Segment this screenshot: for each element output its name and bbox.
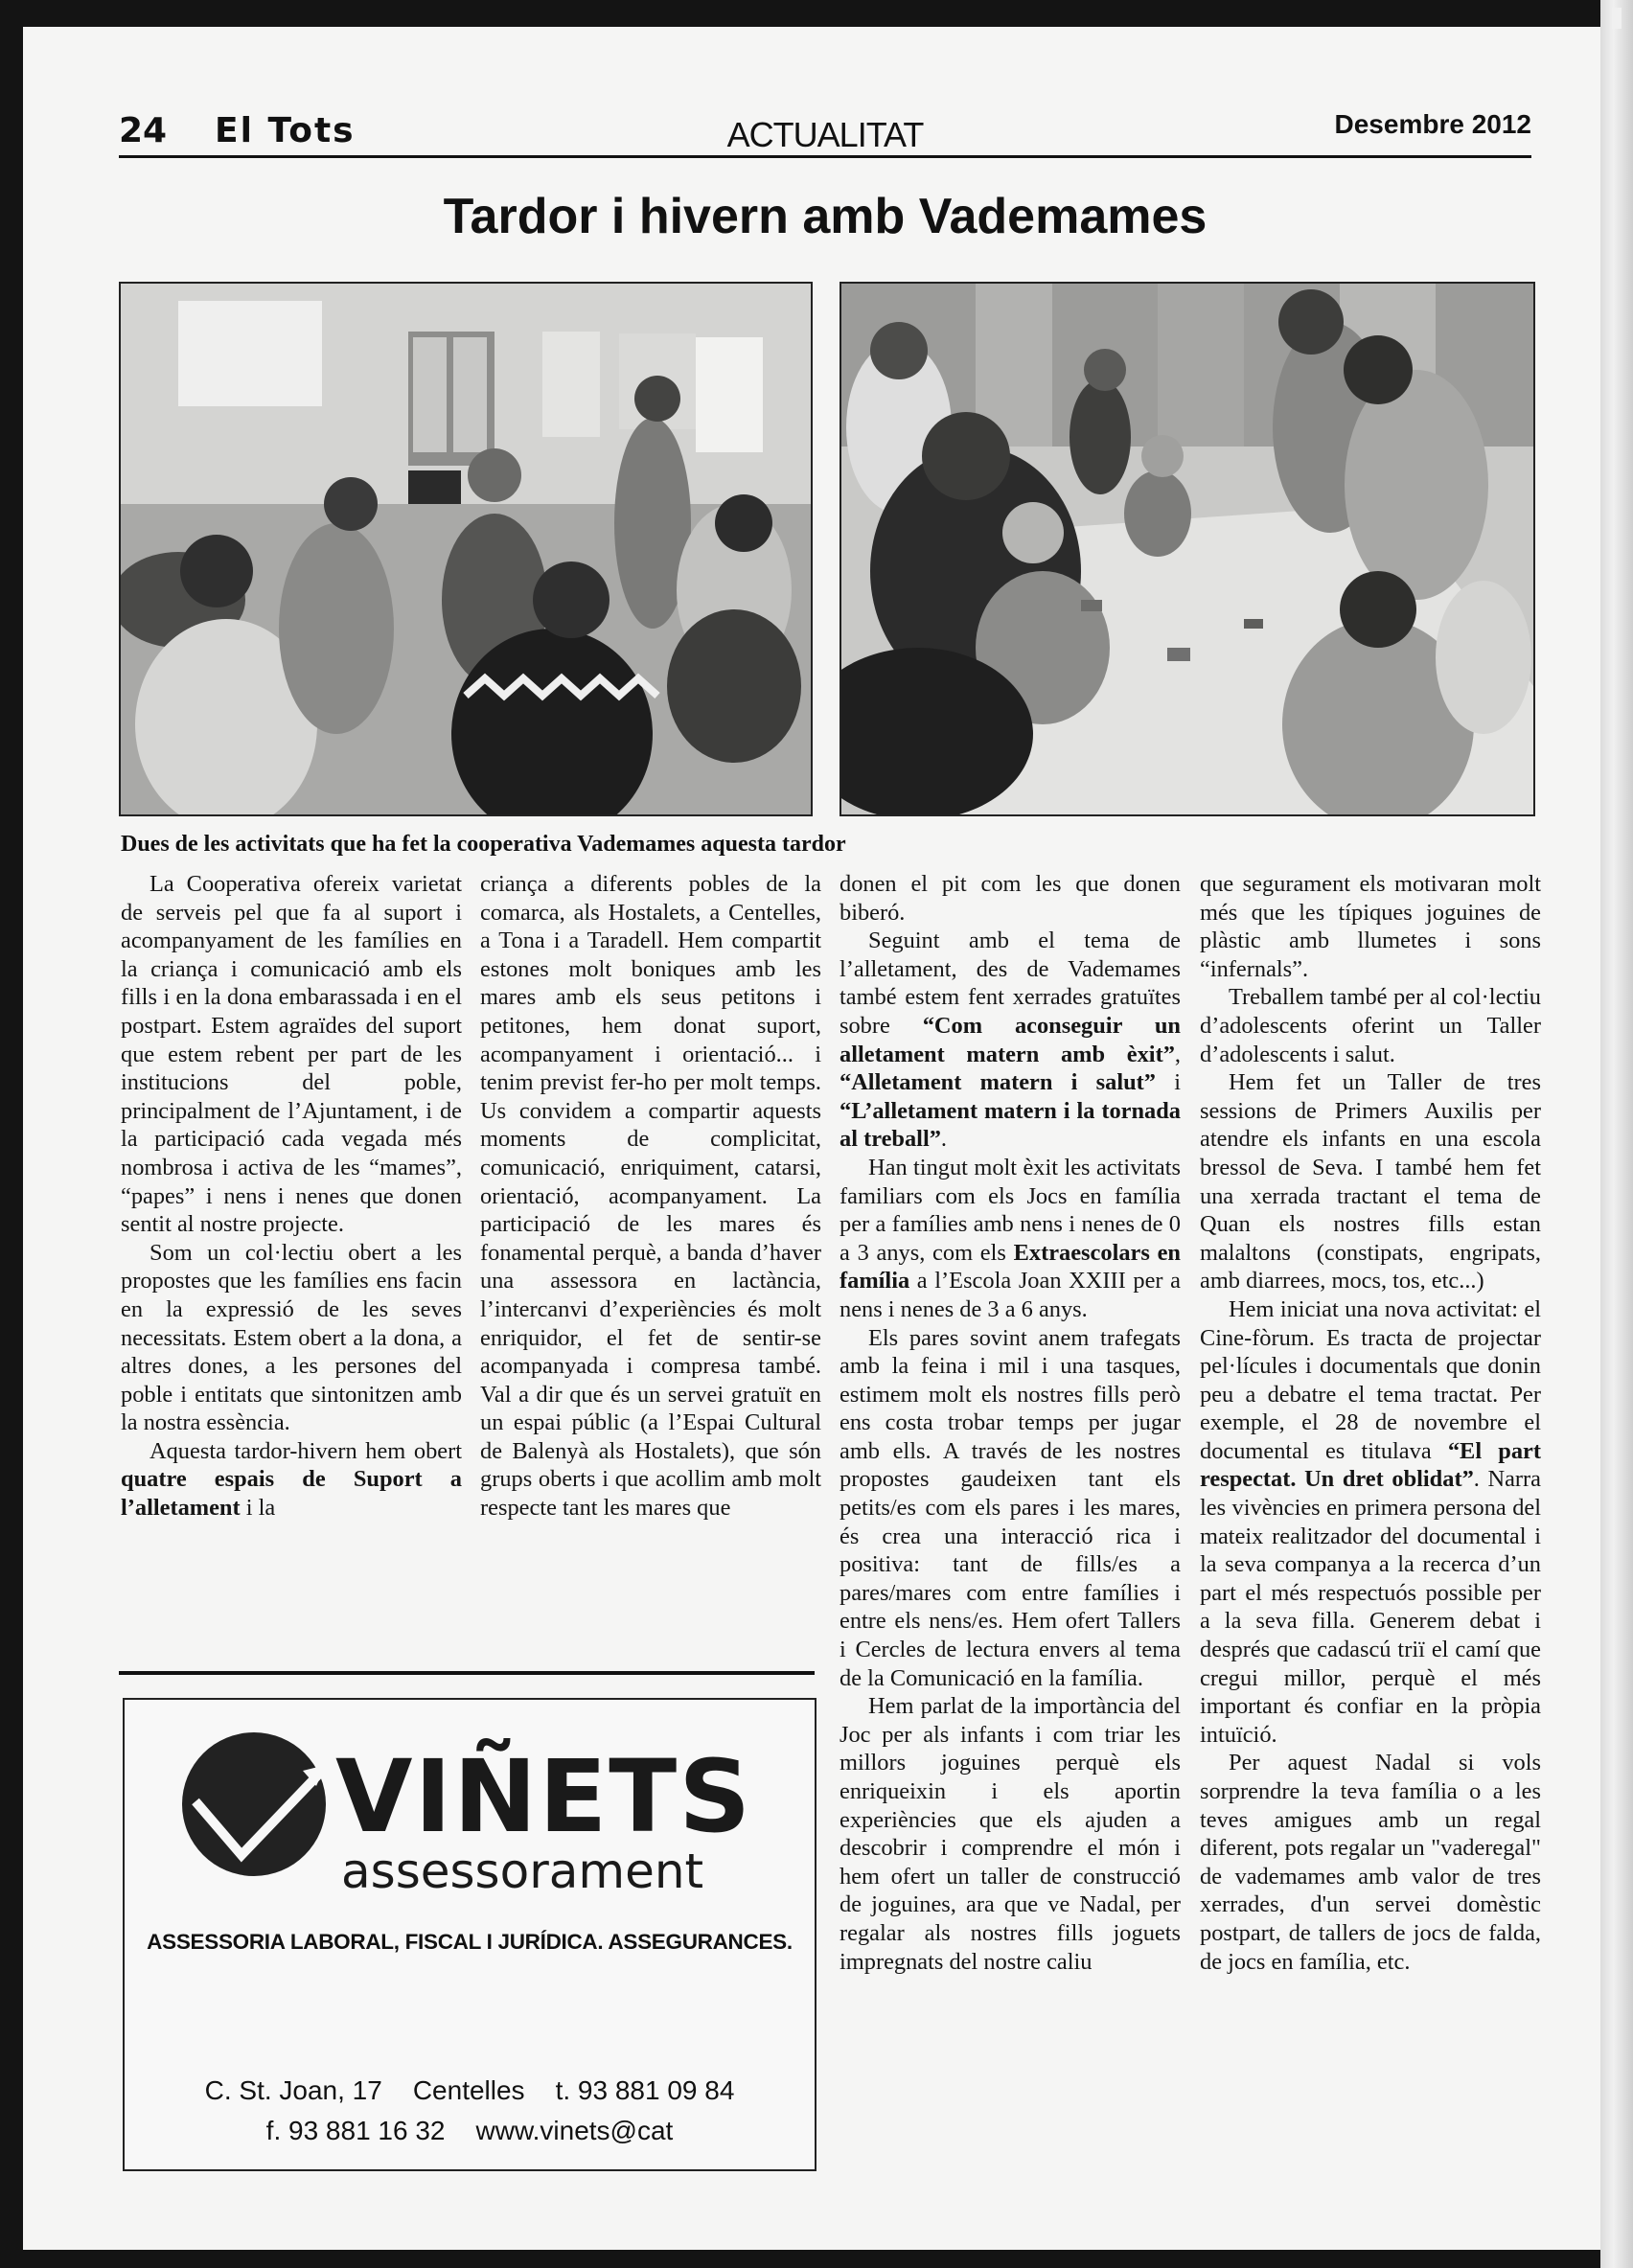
article-title: Tardor i hivern amb Vademames <box>443 189 1208 244</box>
ad-subtitle: assessorament <box>341 1844 704 1899</box>
ad-contact-line-1 <box>125 2075 815 2106</box>
paragraph: Hem parlat de la importància del Joc per als infants i com triar les millors joguines perquè els enriqueixin i els aportin experiències que els ajuden a descobrir i comprendre el món i hem ofert un taller de construcció de joguines, ara que ve Nadal, per regalar als nostres fills joguets impregnats del nostre caliu <box>840 1693 1181 1975</box>
section-name: ACTUALITAT <box>726 115 924 154</box>
bold-text: “L’alletament matern i la tornada al treball” <box>840 1097 1181 1153</box>
ad-town: Centelles <box>412 2075 525 2105</box>
paragraph: criança a diferents pobles de la comarca, als Hostalets, a Centelles, a Tona i a Taradell. Hem compartit estones molt boniques amb les mares amb els seus petitons i petitones, hem donat suport, acompanyament i orientació... i tenim previst fer-ho per molt temps. Us convidem a compartir aquests moments de complicitat, comunicació, enriquiment, catarsi, orientació, acompanyament. La participació de les mares és fonamental perquè, a banda d’haver una assessora en lactància, l’intercanvi d’experiències és molt enriquidor, el fet de sentir-se acompanyada i compresa també. Val a dir que és un servei gratuït en un espai públic (a l’Espai Cultural de Balenyà als Hostalets), que són grups oberts i que acollim amb molt respecte tant les mares que <box>480 871 821 1522</box>
bold-text: “Alletament matern i salut” <box>840 1069 1156 1096</box>
text-run: Aquesta tardor-hivern hem obert <box>150 1437 462 1464</box>
ad-contact-line-2 <box>125 2116 815 2146</box>
text-run: Han tingut molt èxit les activitats familiars com els Jocs en família per a famílies amb nens i nenes de 0 a 3 anys, com els <box>840 1154 1181 1266</box>
corner-mark <box>1612 8 1622 29</box>
paragraph: Som un col·lectiu obert a les propostes que les famílies ens facin en la expressió de les seves necessitats. Estem obert a la dona, a altres dones, a les persones del poble i entitats que sintonitzen amb la nostra essència. <box>121 1239 462 1436</box>
text-run: Seguint amb el tema de l’alletament, des de Vademames també estem fent xerrades gratuïtes sobre <box>840 928 1181 1039</box>
paragraph: Treballem també per al col·lectiu d’adolescents oferint un Taller d’adolescents i salut. <box>1200 984 1541 1067</box>
article-column-2 <box>480 870 821 1523</box>
ad-divider <box>119 1671 815 1675</box>
binding-edge <box>1600 0 1633 2268</box>
text-run: . Narra les vivències en primera persona del mateix realitzador del documental i la seva companya a la recerca d’un part el més respectuós possible per a la seva filla. Generem debat i després que cadascú triï el camí que cregui millor, perquè el més important és confiar en la pròpia intuïció. <box>1200 1466 1541 1748</box>
journal-name: El Tots <box>215 111 356 150</box>
text-run: . <box>940 1126 948 1153</box>
text-run: Hem iniciat una nova activitat: el Cine-fòrum. Es tracta de projectar pel·lícules i documentals que donin peu a debatre el tema tractat. Per exemple, el 28 de novembre el documental es titulava <box>1200 1295 1541 1464</box>
ad-web: www.vinets@cat <box>475 2116 674 2145</box>
paragraph: Hem fet un Taller de tres sessions de Primers Auxilis per atendre els infants en una escola bressol de Seva. I també hem fet una xerrada tractant el tema de Quan els nostres fills estan malaltons (constipats, engripats, amb diarrees, mocs, tos, etc...) <box>1200 1069 1541 1294</box>
page-header <box>119 107 1531 158</box>
paragraph: Per aquest Nadal si vols sorprendre la teva família o a les teves amigues amb un regal diferent, pots regalar un "vaderegal" de vademames amb valor de tres xerrades, d'un servei domèstic postpart, de tallers de jocs de falda, de jocs en família, etc. <box>1200 1750 1541 1975</box>
paragraph: que segurament els motivaran molt més que les típiques joguines de plàstic amb llumetes i sons “infernals”. <box>1200 871 1541 982</box>
issue-date: Desembre 2012 <box>1334 109 1531 139</box>
photo-children-play <box>840 282 1535 816</box>
photo-meeting <box>119 282 813 816</box>
article-column-4 <box>1200 870 1541 1976</box>
text-run: , <box>1174 1041 1181 1067</box>
ad-address: C. St. Joan, 17 <box>204 2075 382 2105</box>
ad-phone: t. 93 881 09 84 <box>555 2075 735 2105</box>
bold-text: “El part respectat. Un dret oblidat” <box>1200 1437 1542 1493</box>
text-run: a l’Escola Joan XXIII per a nens i nenes de 3 a 6 anys. <box>840 1268 1181 1322</box>
ad-fax: f. 93 881 16 32 <box>265 2116 446 2145</box>
paragraph: Els pares sovint anem trafegats amb la feina i mil i una tasques, estimem molt els nostres fills però ens costa trobar temps per jugar amb ells. A través de les nostres propostes gaudeixen tant els petits/es com els pares i les mares, és crea una interacció rica i positiva: tant de fills/es a pares/mares com entre famílies i entre els nens/es. Hem ofert Tallers i Cercles de lectura envers al tema de la Comunicació en la família. <box>840 1324 1181 1691</box>
bold-text: quatre espais de Suport a l’alletament <box>121 1466 462 1522</box>
page-number: 24 <box>119 111 168 150</box>
bold-text: “Com aconseguir un alletament matern amb èxit” <box>840 1012 1181 1067</box>
paragraph <box>840 927 1181 1154</box>
photo-caption: Dues de les activitats que ha fet la cooperativa Vademames aquesta tardor <box>121 832 846 857</box>
article-column-1 <box>121 870 462 1523</box>
paragraph: La Cooperativa ofereix varietat de serveis pel que fa al suport i acompanyament de les famílies en la criança i comunicació amb els fills i en la dona embarassada i en el postpart. Estem agraïdes del suport que estem rebent per part de les institucions del poble, principalment de l’Ajuntament, i de la participació cada vegada més nombrosa i activa de les “mames”, “papes” i nens i nenes que donen sentit al nostre projecte. <box>121 871 462 1238</box>
paragraph <box>840 1154 1181 1324</box>
text-run: i la <box>240 1495 276 1522</box>
text-run: i <box>1156 1069 1182 1096</box>
advertisement-vinets <box>123 1698 816 2171</box>
paragraph: donen el pit com les que donen biberó. <box>840 871 1181 926</box>
ad-brand-name: VIÑETS <box>335 1738 753 1855</box>
paragraph <box>1200 1295 1541 1750</box>
checkmark-arrow-logo-icon <box>182 1732 326 1876</box>
bold-text: Extraescolars en família <box>840 1239 1181 1294</box>
paragraph <box>121 1437 462 1523</box>
ad-services: ASSESSORIA LABORAL, FISCAL I JURÍDICA. ASSEGURANCES. <box>147 1930 793 1954</box>
article-column-3 <box>840 870 1181 1976</box>
